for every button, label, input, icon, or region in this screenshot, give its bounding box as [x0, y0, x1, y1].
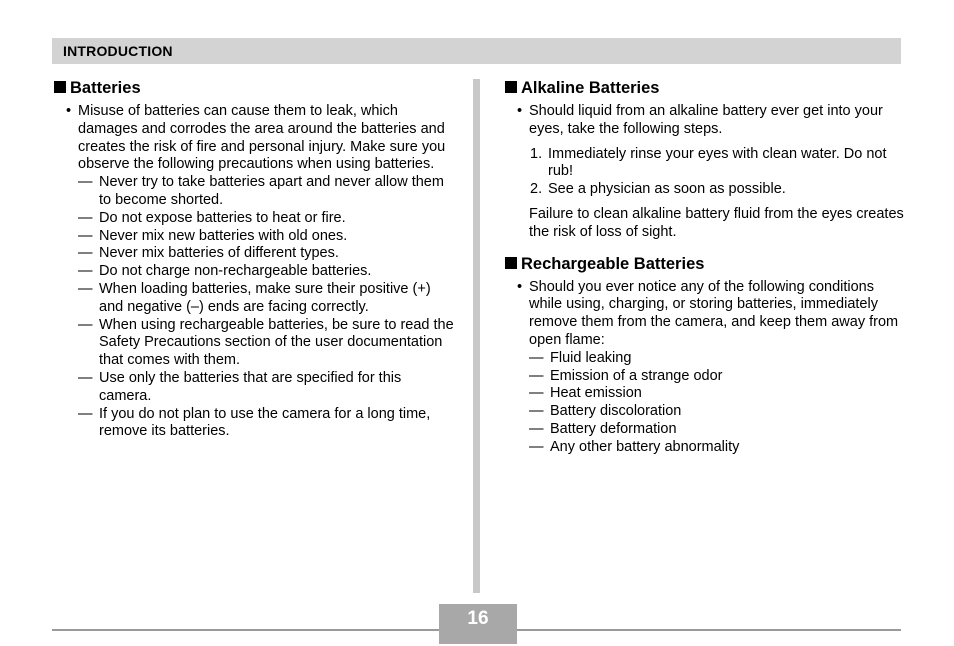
rechargeable-heading: Rechargeable Batteries [505, 254, 905, 274]
alkaline-bullet: • Should liquid from an alkaline battery ever get into your eyes, take the following steps. [517, 103, 883, 137]
list-item: — If you do not plan to use the camera for a long time, remove its batteries. [78, 405, 431, 440]
square-bullet-icon [54, 81, 66, 93]
page-number-box [439, 604, 517, 644]
list-item: — Battery discoloration [529, 403, 682, 420]
step-item: 1. Immediately rinse your eyes with clean water. Do not rub! [530, 145, 887, 180]
list-item: — Never mix batteries of different types. [78, 245, 339, 262]
page-number: 16 [467, 608, 489, 629]
alkaline-note: Failure to clean alkaline battery fluid from the eyes creates the risk of loss of sight. [529, 205, 904, 240]
list-item: — Do not charge non-rechargeable batteries. [78, 263, 372, 280]
left-column [54, 78, 454, 441]
list-item: — Emission of a strange odor [529, 367, 723, 384]
bullet-icon: • [517, 278, 523, 295]
batteries-bullet: • Misuse of batteries can cause them to leak, which damages and corrodes the area around the batteries and creates the risk of fire and personal injury. Make sure you observe the following precautions when using batteries. [66, 103, 446, 173]
list-item: — When using rechargeable batteries, be sure to read the Safety Precautions section of the user documentation that comes with them. [78, 316, 454, 369]
list-item: — Heat emission [529, 385, 642, 402]
column-divider [473, 79, 480, 593]
list-item: — Use only the batteries that are specified for this camera. [78, 369, 402, 404]
list-item: — Never try to take batteries apart and never allow them to become shorted. [78, 174, 444, 208]
list-item: — Never mix new batteries with old ones. [78, 227, 348, 244]
list-item: — Do not expose batteries to heat or fire. [78, 209, 346, 226]
alkaline-heading: Alkaline Batteries [505, 78, 905, 98]
list-item: — When loading batteries, make sure their positive (+) and negative (–) ends are facing correctly. [78, 280, 431, 315]
list-item: — Battery deformation [529, 420, 677, 437]
rechargeable-bullet: • Should you ever notice any of the following conditions while using, charging, or storing batteries, immediately remove them from the camera, and keep them away from open flame: [517, 278, 899, 348]
right-column [505, 78, 905, 457]
step-item: 2. See a physician as soon as possible. [530, 181, 786, 198]
section-header-title: INTRODUCTION [63, 43, 173, 59]
list-item: — Any other battery abnormality [529, 438, 740, 455]
bullet-icon: • [517, 103, 523, 119]
batteries-heading: Batteries [54, 78, 454, 98]
square-bullet-icon [505, 257, 517, 269]
list-item: — Fluid leaking [529, 349, 632, 366]
bullet-icon: • [66, 103, 72, 119]
section-header-bar [52, 38, 901, 64]
square-bullet-icon [505, 81, 517, 93]
